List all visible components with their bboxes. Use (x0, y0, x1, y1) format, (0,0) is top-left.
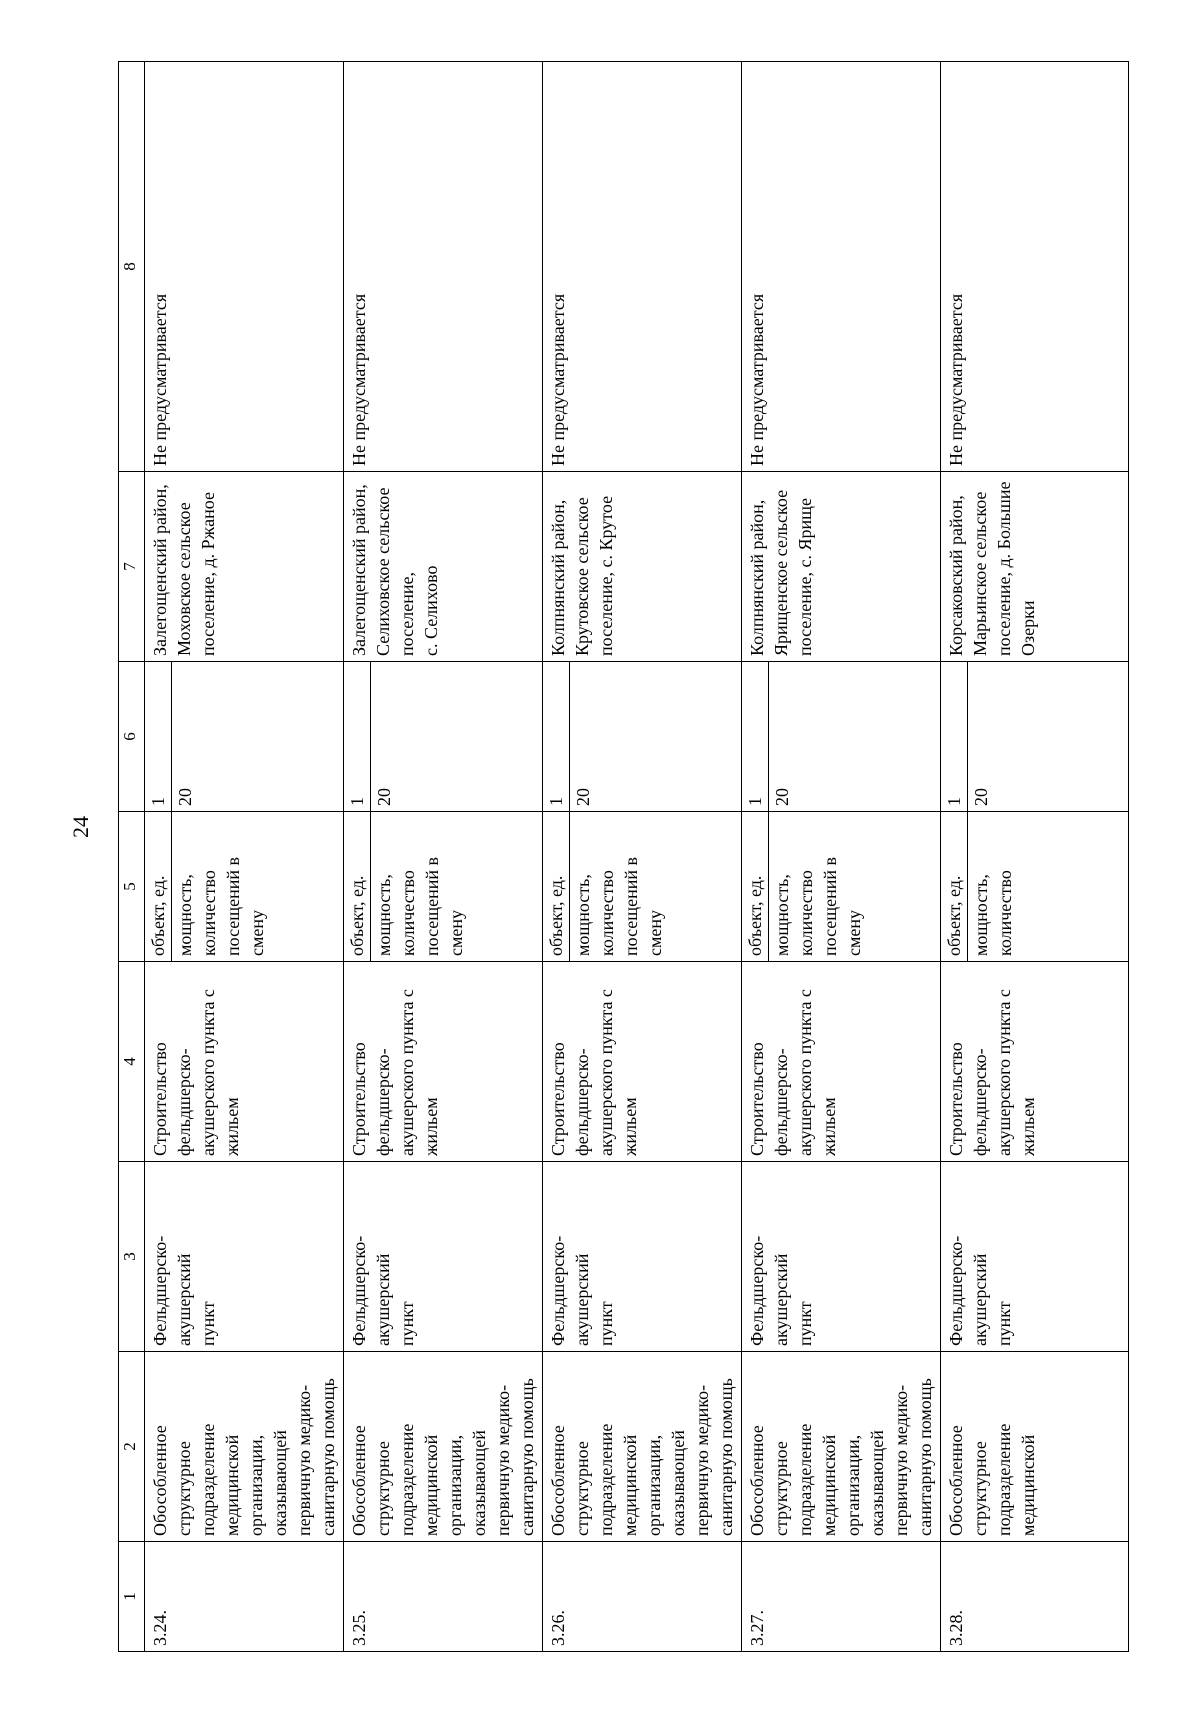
text-line: Залегощенский район, (150, 484, 170, 656)
text-line: Ярищенское сельское (771, 489, 791, 656)
value-objects: 1 (344, 662, 371, 811)
parameter-capacity (769, 812, 867, 961)
text-line: поселение, д. Ржаное (198, 492, 218, 656)
row-number-cell: 3.24. (145, 1542, 344, 1652)
header-cell: 5 (119, 812, 145, 962)
zone-cell: Не предусматривается (543, 62, 742, 472)
table-row (543, 62, 742, 1652)
text-line: Крутовское сельское (572, 497, 592, 656)
text-line: первичную медико- (294, 1384, 314, 1536)
text-line: смену (645, 909, 665, 956)
parameter-cell (543, 812, 742, 962)
location-cell (742, 472, 941, 662)
text-line: мощность, (772, 874, 792, 956)
table-row (941, 62, 1129, 1652)
facility-type-cell (344, 1162, 543, 1352)
action-cell (344, 962, 543, 1162)
text-line: Моховское сельское (174, 502, 194, 656)
parameter-unit: объект, ед. (145, 812, 172, 961)
unit-type-cell (145, 1352, 344, 1542)
text-line: Обособленное (747, 1425, 767, 1536)
text-line: фельдшерско- (174, 1048, 194, 1156)
text-line: организации, (445, 1434, 465, 1536)
zone-cell: Не предусматривается (344, 62, 543, 472)
text-line: Колпнянский район, (747, 499, 767, 656)
text-line: Селиховское сельское (373, 487, 393, 656)
text-line: Строительство (349, 1042, 369, 1156)
text-line: количество (597, 870, 617, 956)
text-line: акушерского пункта с (397, 989, 417, 1156)
text-line: организации, (644, 1434, 664, 1536)
location-cell (543, 472, 742, 662)
text-line: Строительство (150, 1042, 170, 1156)
text-line: санитарную помощь (318, 1378, 338, 1536)
table-body (119, 62, 1129, 1652)
header-cell: 6 (119, 662, 145, 812)
row-number-cell: 3.25. (344, 1542, 543, 1652)
text-line: поселение, (397, 571, 417, 656)
row-number-cell: 3.26. (543, 1542, 742, 1652)
text-line: Колпнянский район, (548, 499, 568, 656)
text-line: Фельдшерско- (946, 1235, 966, 1346)
row-number-cell: 3.28. (941, 1542, 1129, 1652)
text-line: медицинской (819, 1434, 839, 1536)
text-line: медицинской (421, 1434, 441, 1536)
value-cell (344, 662, 543, 812)
value-capacity: 20 (573, 788, 593, 806)
text-line: количество (995, 870, 1015, 956)
text-line: жильем (620, 1097, 640, 1156)
text-line: акушерский (373, 1253, 393, 1346)
text-line: акушерского пункта с (596, 989, 616, 1156)
text-line: фельдшерско- (771, 1048, 791, 1156)
facility-type-cell (742, 1162, 941, 1352)
parameter-cell (941, 812, 1129, 962)
text-line: поселение, с. Крутое (596, 495, 616, 656)
text-line: акушерский (174, 1253, 194, 1346)
text-line: акушерского пункта с (994, 989, 1014, 1156)
text-line: акушерского пункта с (198, 989, 218, 1156)
header-row (119, 62, 145, 1652)
table-row (742, 62, 941, 1652)
zone-cell: Не предусматривается (742, 62, 941, 472)
unit-type-cell (543, 1352, 742, 1542)
unit-type-cell (742, 1352, 941, 1542)
text-line: санитарную помощь (716, 1378, 736, 1536)
text-line: смену (247, 909, 267, 956)
zone-cell: Не предусматривается (145, 62, 344, 472)
facility-type-cell (543, 1162, 742, 1352)
parameter-unit: объект, ед. (742, 812, 769, 961)
parameter-cell (742, 812, 941, 962)
text-line: количество (398, 870, 418, 956)
location-cell (145, 472, 344, 662)
text-line: санитарную помощь (517, 1378, 537, 1536)
header-cell: 4 (119, 962, 145, 1162)
header-cell: 1 (119, 1542, 145, 1652)
text-line: организации, (843, 1434, 863, 1536)
text-line: жильем (819, 1097, 839, 1156)
text-line: организации, (246, 1434, 266, 1536)
row-number-cell: 3.27. (742, 1542, 941, 1652)
text-line: акушерский (771, 1253, 791, 1346)
text-line: пункт (596, 1301, 616, 1346)
page-number: 24 (68, 816, 93, 838)
text-line: смену (844, 909, 864, 956)
text-line: структурное (970, 1441, 990, 1536)
zone-cell: Не предусматривается (941, 62, 1129, 472)
parameter-unit: объект, ед. (941, 812, 968, 961)
parameter-capacity (968, 812, 1018, 961)
text-line: структурное (771, 1441, 791, 1536)
unit-type-cell (941, 1352, 1129, 1542)
text-line: структурное (373, 1441, 393, 1536)
text-line: пункт (994, 1301, 1014, 1346)
header-cell: 3 (119, 1162, 145, 1352)
text-line: мощность, (971, 874, 991, 956)
text-line: количество (199, 870, 219, 956)
value-objects: 1 (543, 662, 570, 811)
header-cell: 8 (119, 62, 145, 472)
facility-type-cell (941, 1162, 1129, 1352)
text-line: оказывающей (867, 1430, 887, 1536)
text-line: Залегощенский район, (349, 484, 369, 656)
value-capacity: 20 (772, 788, 792, 806)
text-line: мощность, (573, 874, 593, 956)
parameter-capacity (570, 812, 668, 961)
parameter-unit: объект, ед. (543, 812, 570, 961)
text-line: пункт (795, 1301, 815, 1346)
unit-type-cell (344, 1352, 543, 1542)
text-line: первичную медико- (493, 1384, 513, 1536)
text-line: медицинской (222, 1434, 242, 1536)
text-line: Обособленное (946, 1425, 966, 1536)
table-row (344, 62, 543, 1652)
text-line: жильем (421, 1097, 441, 1156)
location-cell (344, 472, 543, 662)
text-line: фельдшерско- (572, 1048, 592, 1156)
text-line: количество (796, 870, 816, 956)
text-line: Строительство (747, 1042, 767, 1156)
text-line: подразделение (397, 1423, 417, 1536)
action-cell (145, 962, 344, 1162)
text-line: санитарную помощь (915, 1378, 935, 1536)
text-line: Фельдшерско- (150, 1235, 170, 1346)
text-line: жильем (222, 1097, 242, 1156)
text-line: подразделение (994, 1423, 1014, 1536)
text-line: акушерский (572, 1253, 592, 1346)
value-objects: 1 (941, 662, 968, 811)
parameter-capacity (371, 812, 469, 961)
action-cell (742, 962, 941, 1162)
text-line: посещений в (223, 856, 243, 956)
action-cell (543, 962, 742, 1162)
text-line: Строительство (946, 1042, 966, 1156)
text-line: пункт (397, 1301, 417, 1346)
text-line: поселение, д. Большие (994, 481, 1014, 656)
parameter-cell (145, 812, 344, 962)
parameter-unit: объект, ед. (344, 812, 371, 961)
text-line: подразделение (198, 1423, 218, 1536)
text-line: поселение, с. Ярище (795, 498, 815, 656)
text-line: Обособленное (150, 1425, 170, 1536)
table-row (145, 62, 344, 1652)
text-line: Фельдшерско- (747, 1235, 767, 1346)
text-line: фельдшерско- (373, 1048, 393, 1156)
text-line: с. Селихово (421, 565, 441, 656)
facility-type-cell (145, 1162, 344, 1352)
location-cell (941, 472, 1129, 662)
text-line: подразделение (596, 1423, 616, 1536)
text-line: оказывающей (668, 1430, 688, 1536)
text-line: посещений в (621, 856, 641, 956)
action-cell (941, 962, 1129, 1162)
text-line: структурное (572, 1441, 592, 1536)
text-line: Марьинское сельское (970, 491, 990, 656)
value-capacity: 20 (374, 788, 394, 806)
text-line: Корсаковский район, (946, 495, 966, 656)
text-line: оказывающей (270, 1430, 290, 1536)
value-objects: 1 (742, 662, 769, 811)
parameter-cell (344, 812, 543, 962)
value-cell (543, 662, 742, 812)
text-line: медицинской (1018, 1434, 1038, 1536)
text-line: медицинской (620, 1434, 640, 1536)
header-cell: 7 (119, 472, 145, 662)
text-line: Обособленное (548, 1425, 568, 1536)
text-line: мощность, (175, 874, 195, 956)
rotated-table-container (118, 62, 1080, 1652)
text-line: смену (446, 909, 466, 956)
text-line: Фельдшерско- (349, 1235, 369, 1346)
text-line: пункт (198, 1301, 218, 1346)
text-line: Фельдшерско- (548, 1235, 568, 1346)
value-capacity: 20 (971, 788, 991, 806)
header-cell: 2 (119, 1352, 145, 1542)
text-line: структурное (174, 1441, 194, 1536)
facilities-table (118, 61, 1129, 1652)
text-line: Строительство (548, 1042, 568, 1156)
text-line: посещений в (820, 856, 840, 956)
text-line: первичную медико- (692, 1384, 712, 1536)
text-line: первичную медико- (891, 1384, 911, 1536)
value-cell (742, 662, 941, 812)
value-cell (941, 662, 1129, 812)
value-cell (145, 662, 344, 812)
text-line: фельдшерско- (970, 1048, 990, 1156)
text-line: Обособленное (349, 1425, 369, 1536)
text-line: акушерский (970, 1253, 990, 1346)
parameter-capacity (172, 812, 270, 961)
text-line: мощность, (374, 874, 394, 956)
text-line: жильем (1018, 1097, 1038, 1156)
value-capacity: 20 (175, 788, 195, 806)
text-line: Озерки (1018, 600, 1038, 656)
text-line: акушерского пункта с (795, 989, 815, 1156)
text-line: подразделение (795, 1423, 815, 1536)
text-line: оказывающей (469, 1430, 489, 1536)
value-objects: 1 (145, 662, 172, 811)
text-line: посещений в (422, 856, 442, 956)
